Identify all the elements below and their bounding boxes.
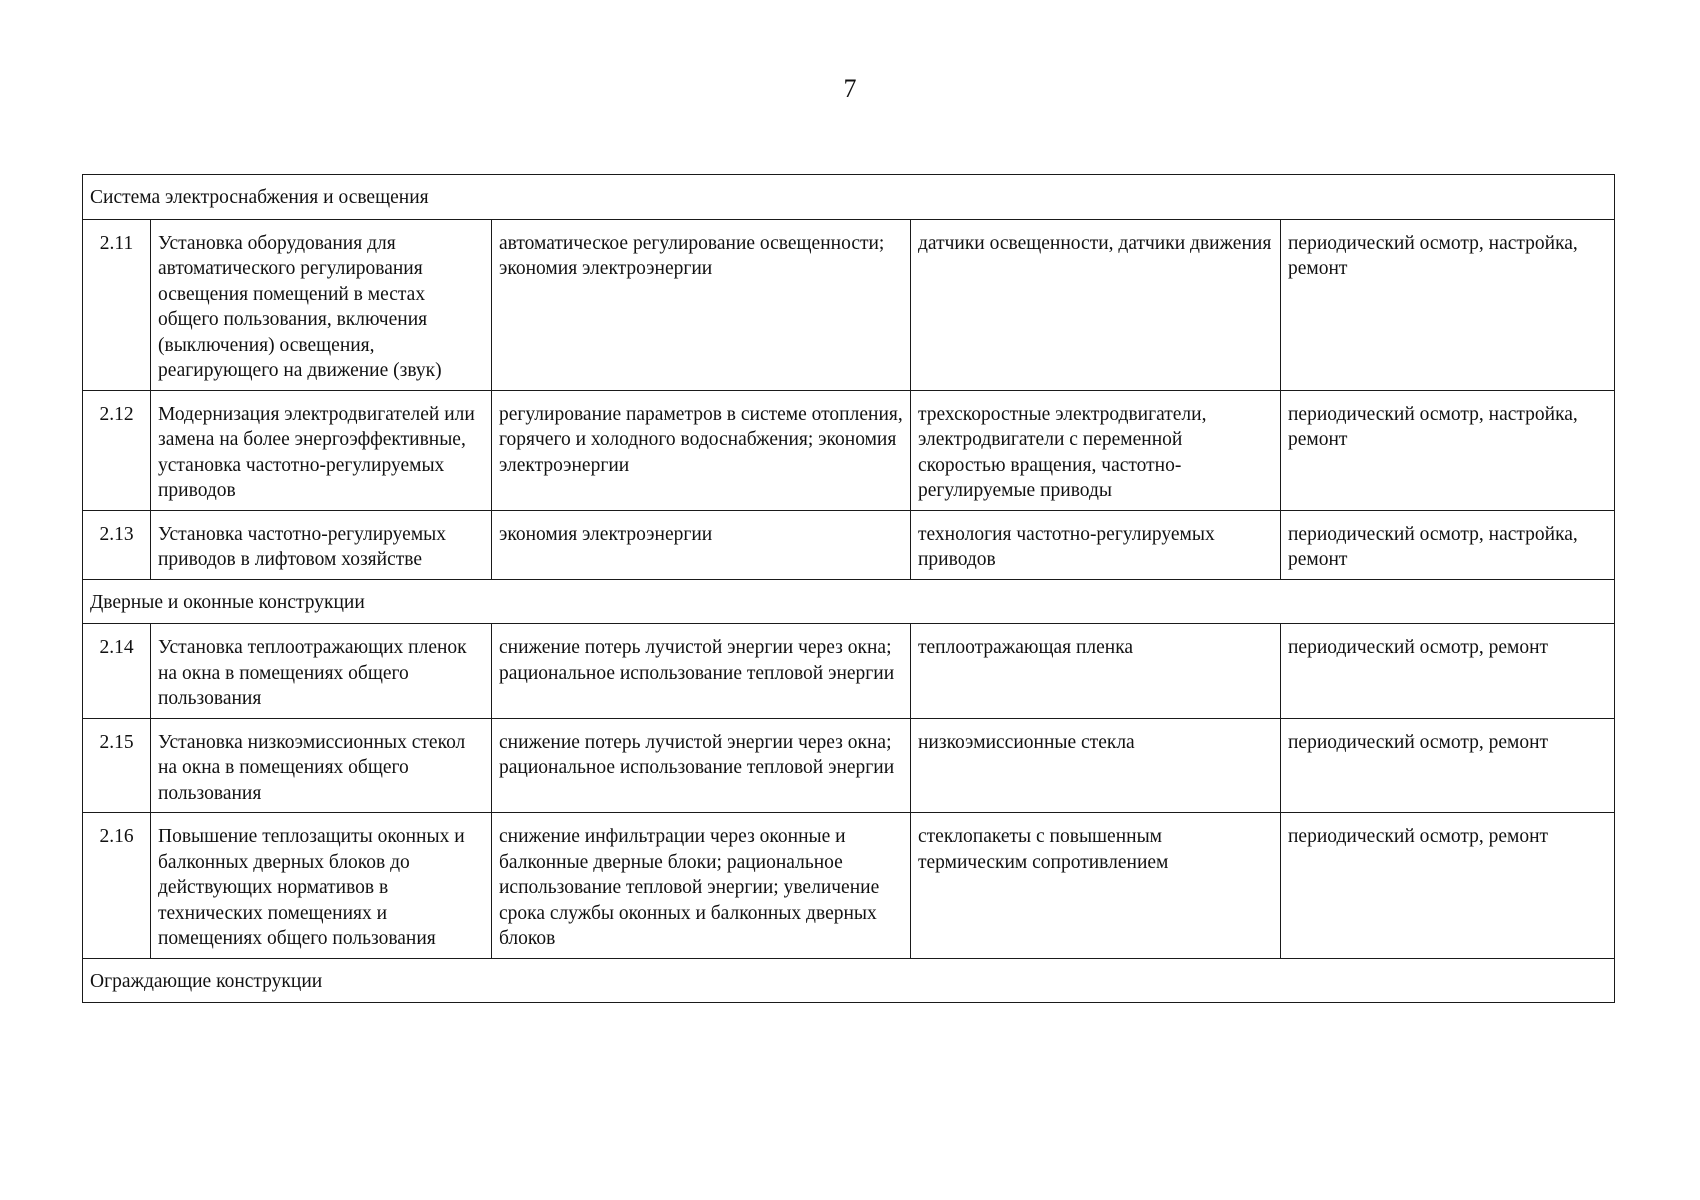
measure-cell: Модернизация электродвигателей или замена на более энергоэффективные, установка частотно-регулируемых приводов	[151, 390, 492, 510]
measure-cell: Повышение теплозащиты оконных и балконных дверных блоков до действующих нормативов в технических помещениях и помещениях общего пользования	[151, 813, 492, 959]
section-title: Ограждающие конструкции	[83, 958, 1615, 1003]
section-header-row	[83, 579, 1615, 624]
technology-cell: низкоэмиссионные стекла	[911, 718, 1281, 813]
table-row	[83, 510, 1615, 579]
item-number: 2.15	[83, 718, 151, 813]
technology-cell: теплоотражающая пленка	[911, 624, 1281, 719]
table-row	[83, 718, 1615, 813]
purpose-cell: снижение потерь лучистой энергии через окна; рациональное использование тепловой энергии	[492, 624, 911, 719]
service-cell: периодический осмотр, ремонт	[1281, 813, 1615, 959]
item-number: 2.11	[83, 219, 151, 390]
measure-cell: Установка низкоэмиссионных стекол на окна в помещениях общего пользования	[151, 718, 492, 813]
purpose-cell: экономия электроэнергии	[492, 510, 911, 579]
item-number: 2.13	[83, 510, 151, 579]
service-cell: периодический осмотр, ремонт	[1281, 718, 1615, 813]
section-header-row	[83, 958, 1615, 1003]
purpose-cell: регулирование параметров в системе отопления, горячего и холодного водоснабжения; экономия электроэнергии	[492, 390, 911, 510]
technology-cell: трехскоростные электродвигатели, электродвигатели с переменной скоростью вращения, частотно-регулируемые приводы	[911, 390, 1281, 510]
item-number: 2.14	[83, 624, 151, 719]
service-cell: периодический осмотр, ремонт	[1281, 624, 1615, 719]
purpose-cell: снижение потерь лучистой энергии через окна; рациональное использование тепловой энергии	[492, 718, 911, 813]
page-number: 7	[843, 74, 857, 103]
table-row	[83, 390, 1615, 510]
purpose-cell: автоматическое регулирование освещенности; экономия электроэнергии	[492, 219, 911, 390]
table-row	[83, 219, 1615, 390]
section-header-row	[83, 175, 1615, 220]
table-row	[83, 624, 1615, 719]
service-cell: периодический осмотр, настройка, ремонт	[1281, 510, 1615, 579]
service-cell: периодический осмотр, настройка, ремонт	[1281, 219, 1615, 390]
technology-cell: технология частотно-регулируемых приводов	[911, 510, 1281, 579]
purpose-cell: снижение инфильтрации через оконные и балконные дверные блоки; рациональное использование тепловой энергии; увеличение срока службы оконных и балконных дверных блоков	[492, 813, 911, 959]
measure-cell: Установка теплоотражающих пленок на окна в помещениях общего пользования	[151, 624, 492, 719]
item-number: 2.12	[83, 390, 151, 510]
measures-table	[82, 174, 1615, 1003]
section-title: Дверные и оконные конструкции	[83, 579, 1615, 624]
service-cell: периодический осмотр, настройка, ремонт	[1281, 390, 1615, 510]
section-title: Система электроснабжения и освещения	[83, 175, 1615, 220]
measure-cell: Установка оборудования для автоматического регулирования освещения помещений в местах общего пользования, включения (выключения) освещения, реагирующего на движение (звук)	[151, 219, 492, 390]
measure-cell: Установка частотно-регулируемых приводов в лифтовом хозяйстве	[151, 510, 492, 579]
item-number: 2.16	[83, 813, 151, 959]
table-row	[83, 813, 1615, 959]
technology-cell: стеклопакеты с повышенным термическим сопротивлением	[911, 813, 1281, 959]
technology-cell: датчики освещенности, датчики движения	[911, 219, 1281, 390]
